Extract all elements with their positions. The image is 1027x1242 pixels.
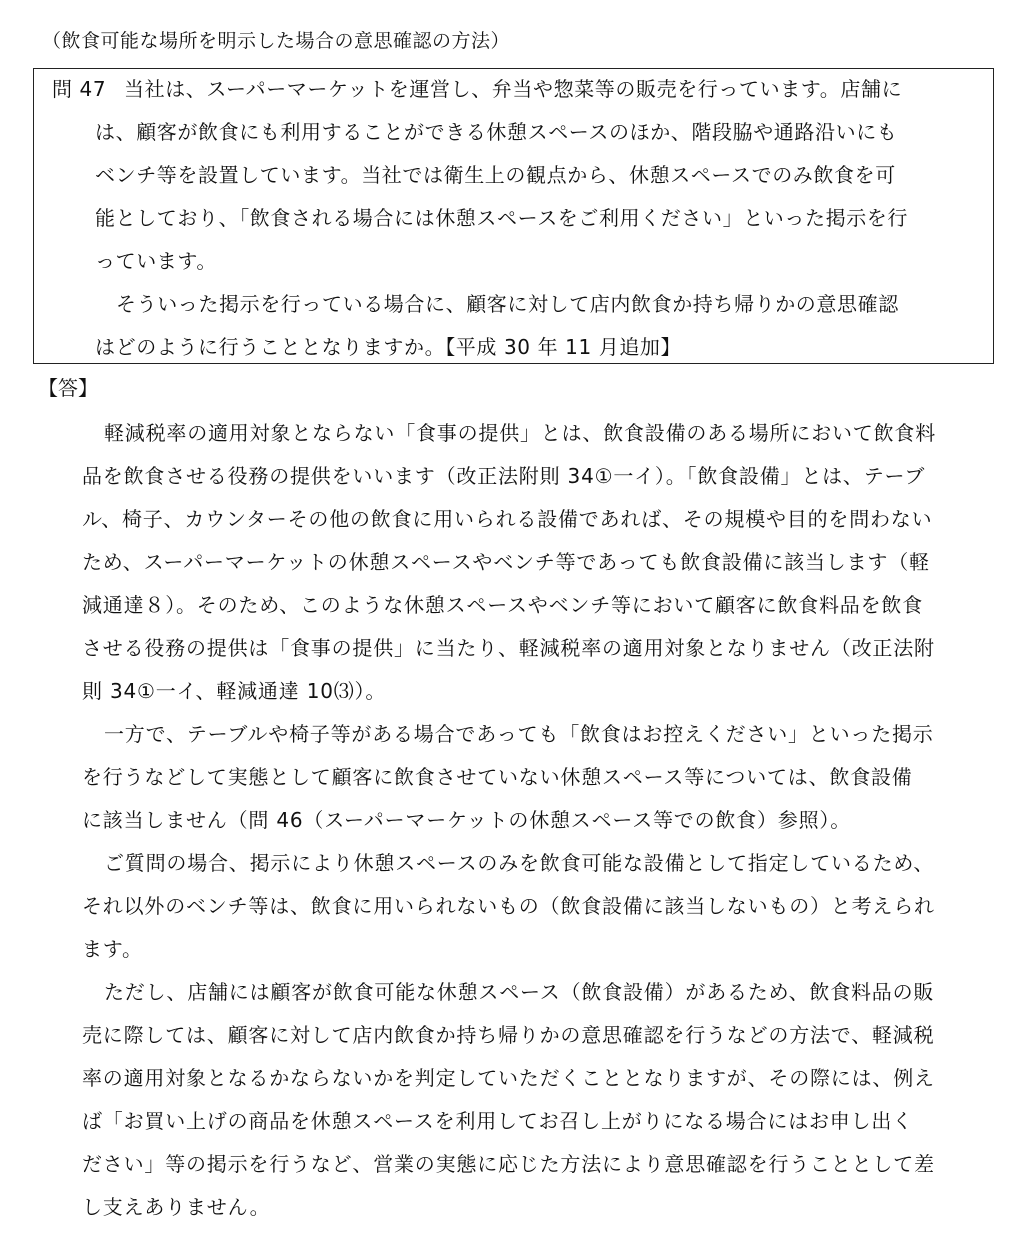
answer-line: ご質問の場合、掲示により休憩スペースのみを飲食可能な設備として指定しているため、 (104, 851, 935, 875)
question-line: そういった掲示を行っている場合に、顧客に対して店内飲食か持ち帰りかの意思確認 (116, 292, 899, 316)
question-box (33, 68, 994, 364)
question-line: 問 47 当社は、スーパーマーケットを運営し、弁当や惣菜等の販売を行っています。店舗に (52, 74, 902, 104)
answer-line: ただし、店舗には顧客が飲食可能な休憩スペース（飲食設備）があるため、飲食料品の販 (104, 980, 935, 1004)
question-number: 問 47 (52, 77, 107, 101)
answer-line: それ以外のベンチ等は、飲食に用いられないもの（飲食設備に該当しないもの）と考えられ (82, 894, 935, 918)
answer-line: ださい」等の掲示を行うなど、営業の実態に応じた方法により意思確認を行うこととして差 (82, 1152, 935, 1176)
answer-line: ば「お買い上げの商品を休憩スペースを利用してお召し上がりになる場合にはお申し出く (82, 1109, 913, 1133)
answer-line: させる役務の提供は「食事の提供」に当たり、軽減税率の適用対象となりません（改正法附 (82, 636, 935, 660)
answer-line: 売に際しては、顧客に対して店内飲食か持ち帰りかの意思確認を行うなどの方法で、軽減税 (82, 1023, 935, 1047)
answer-line: ます。 (82, 937, 143, 961)
answer-line: 品を飲食させる役務の提供をいいます（改正法附則 34①一イ）。「飲食設備」とは、テーブ (82, 464, 926, 488)
question-line: ベンチ等を設置しています。当社では衛生上の観点から、休憩スペースでのみ飲食を可 (95, 163, 896, 187)
answer-line: 率の適用対象となるかならないかを判定していただくこととなりますが、その際には、例え (82, 1066, 935, 1090)
question-line: っています。 (95, 249, 217, 273)
answer-line: ル、椅子、カウンターその他の飲食に用いられる設備であれば、その規模や目的を問わない (82, 507, 933, 531)
answer-line: 則 34①一イ、軽減通達 10⑶）。 (82, 679, 387, 703)
answer-line: し支えありません。 (82, 1195, 271, 1219)
answer-label: 【答】 (38, 376, 98, 400)
question-line: はどのように行うこととなりますか。【平成 30 年 11 月追加】 (95, 335, 682, 359)
answer-line: 減通達８）。そのため、このような休憩スペースやベンチ等において顧客に飲食料品を飲食 (82, 593, 923, 617)
answer-line: を行うなどして実態として顧客に飲食させていない休憩スペース等については、飲食設備 (82, 765, 913, 789)
answer-line: 軽減税率の適用対象とならない「食事の提供」とは、飲食設備のある場所において飲食料 (104, 421, 936, 445)
answer-line: ため、スーパーマーケットの休憩スペースやベンチ等であっても飲食設備に該当します（軽 (82, 550, 930, 574)
question-line: は、顧客が飲食にも利用することができる休憩スペースのほか、階段脇や通路沿いにも (95, 120, 898, 144)
question-line: 能としており、「飲食される場合には休憩スペースをご利用ください」といった掲示を行 (95, 206, 908, 230)
section-heading: （飲食可能な場所を明示した場合の意思確認の方法） (42, 30, 511, 52)
answer-line: に該当しません（問 46（スーパーマーケットの休憩スペース等での飲食）参照）。 (82, 808, 852, 832)
answer-line: 一方で、テーブルや椅子等がある場合であっても「飲食はお控えください」といった掲示 (104, 722, 934, 746)
